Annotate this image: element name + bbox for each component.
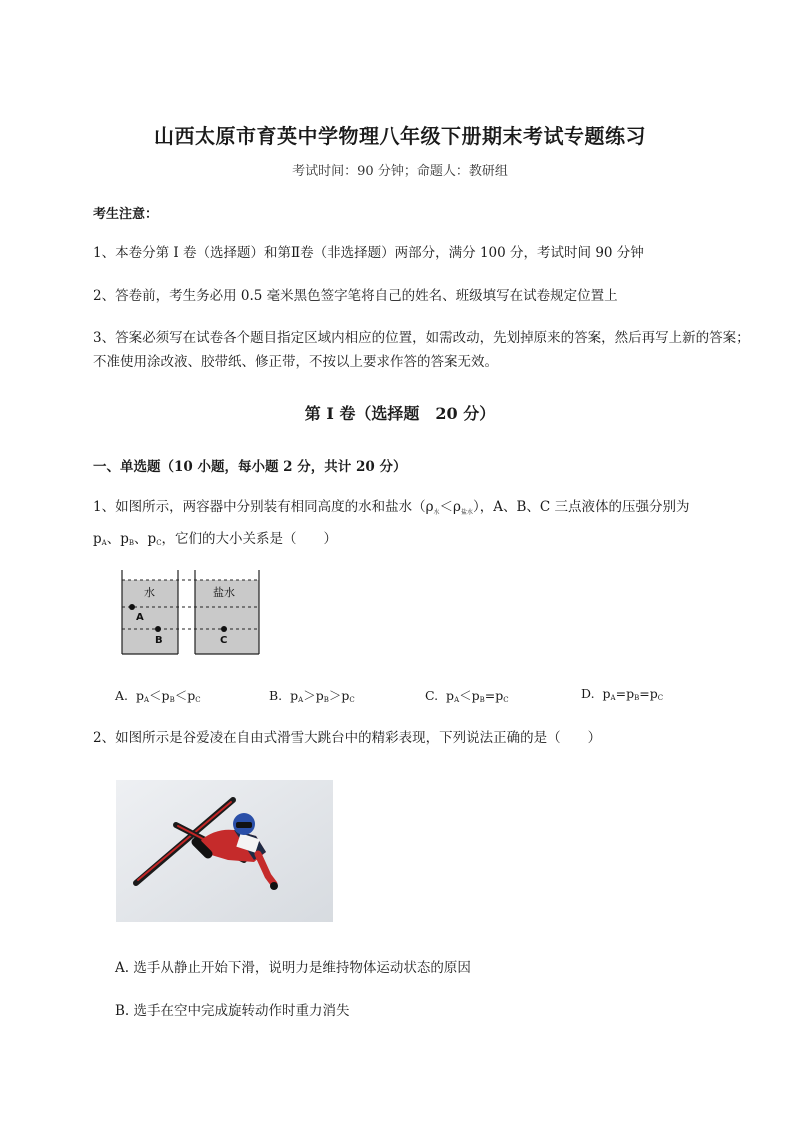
option-a[interactable]: A. $p_A<p_B<p_C$ xyxy=(115,688,201,704)
point-b-dot xyxy=(155,626,161,632)
page-title: 山西太原市育英中学物理八年级下册期末考试专题练习 xyxy=(154,124,646,148)
water-label: 水 xyxy=(144,586,155,599)
containers-figure xyxy=(118,568,264,656)
question-2-stem: 2、如图所示是谷爱凌在自由式滑雪大跳台中的精彩表现，下列说法正确的是（ ） xyxy=(93,730,602,746)
part-heading: 一、单选题（10 小题，每小题 2 分，共计 20 分） xyxy=(93,459,407,475)
notice-item-1: 1、本卷分第 I 卷（选择题）和第Ⅱ卷（非选择题）两部分，满分 100 分，考试时间 90 分钟 xyxy=(93,245,644,261)
notice-item-2: 2、答卷前，考生务必用 0.5 毫米黑色签字笔将自己的姓名、班级填写在试卷规定位置上 xyxy=(93,288,618,304)
question-2-option-b[interactable]: B. 选手在空中完成旋转动作时重力消失 xyxy=(115,1003,350,1019)
brine-label: 盐水 xyxy=(213,586,235,599)
notice-heading: 考生注意： xyxy=(93,207,159,222)
point-c-label: C xyxy=(220,635,228,646)
point-a-label: A xyxy=(136,612,144,623)
question-1-stem-line2: $p_A$、$p_B$、$p_C$，它们的大小关系是（ ） xyxy=(93,531,338,547)
skier-photo xyxy=(116,780,333,922)
option-c[interactable]: C. $p_A<p_B=p_C$ xyxy=(425,688,509,704)
question-1 xyxy=(93,494,753,556)
option-b[interactable]: B. $p_A>p_B>p_C$ xyxy=(269,688,355,704)
notice-item-3: 3、答案必须写在试卷各个题目指定区域内相应的位置，如需改动，先划掉原来的答案，然后再写上新的答案；不准使用涂改液、胶带纸、修正带，不按以上要求作答的答案无效。 xyxy=(93,330,750,370)
skier-glove xyxy=(270,882,278,890)
section-title: 第 I 卷（选择题 20 分） xyxy=(304,404,496,423)
exam-info: 考试时间：90 分钟；命题人：教研组 xyxy=(292,164,508,179)
point-a-dot xyxy=(129,604,135,610)
point-c-dot xyxy=(221,626,227,632)
question-2-option-a[interactable]: A. 选手从静止开始下滑，说明力是维持物体运动状态的原因 xyxy=(115,960,471,976)
point-b-label: B xyxy=(155,635,163,646)
question-1-stem-line1: 1、如图所示，两容器中分别装有相同高度的水和盐水$(\rho_水<\rho_{盐水})$，A、B、C 三点液体的压强分别为 xyxy=(93,499,690,516)
option-d[interactable]: D. $p_A=p_B=p_C$ xyxy=(581,686,664,702)
